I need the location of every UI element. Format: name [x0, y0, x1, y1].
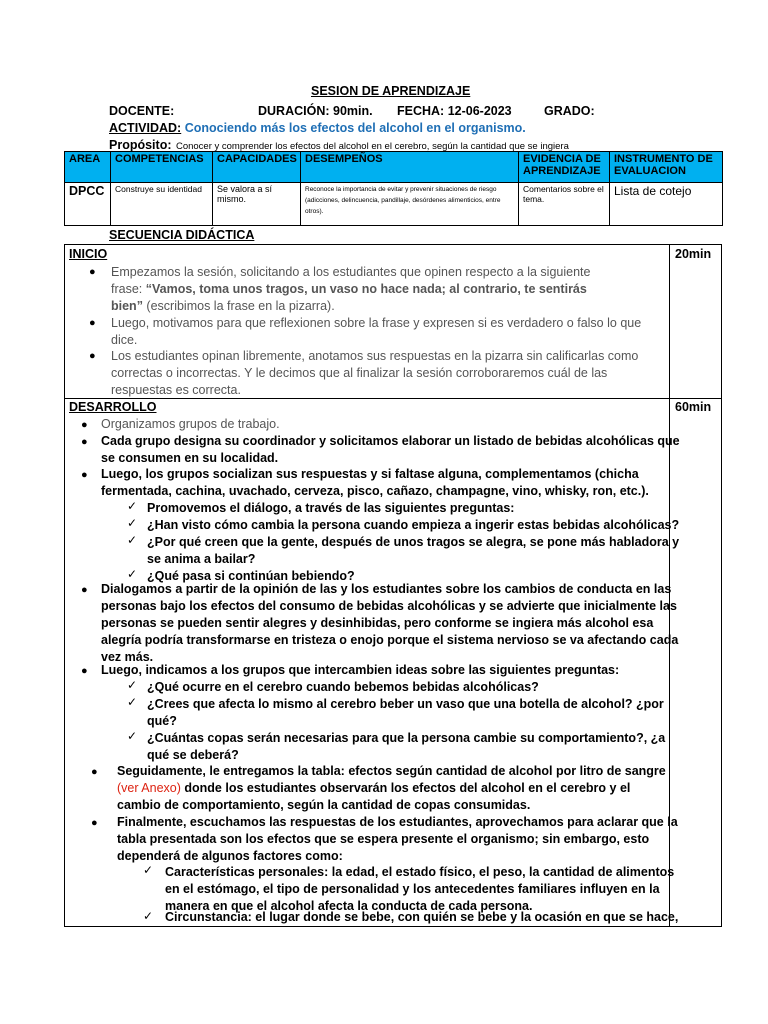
secuencia-title: SECUENCIA DIDÁCTICA	[109, 228, 255, 242]
checkmark-icon: ✓	[127, 729, 138, 743]
desarrollo-item-7-line-3: dependerá de algunos factores como:	[117, 849, 343, 863]
bullet-icon: ●	[81, 469, 88, 481]
cell-competencias: Construye su identidad	[111, 183, 213, 226]
question-6-line-2: qué?	[147, 714, 177, 728]
desarrollo-item-4-line-4: alegría podría transformarse en tristeza o enojo porque el sistema nervioso se va afectando cada	[101, 633, 679, 647]
inicio-item-3-line-2: correctas o incorrectas. Y le decimos que al finalizar la sesión corroboraremos cuál de las	[111, 366, 608, 380]
desarrollo-item-3-line-1: Luego, los grupos socializan sus respuestas y si faltase alguna, complementamos (chicha	[101, 467, 639, 481]
cell-evidencia: Comentarios sobre el tema.	[519, 183, 610, 226]
bullet-icon: ●	[89, 350, 96, 362]
checkmark-icon: ✓	[127, 695, 138, 709]
plan-table	[64, 151, 723, 226]
question-3-line-1: ¿Por qué creen que la gente, después de unos tragos se alegra, se pone más habladora y	[147, 535, 680, 549]
checkmark-icon: ✓	[127, 567, 138, 581]
desarrollo-item-4-line-2: personas bajo los efectos del consumo de bebidas alcohólicas y se advierte que inicialmente las	[101, 599, 677, 613]
question-3	[147, 534, 679, 568]
bullet-icon: ●	[81, 419, 88, 431]
desarrollo-item-2-line-2: se consumen en su localidad.	[101, 451, 279, 465]
col-capacidades: CAPACIDADES	[213, 152, 301, 183]
desarrollo-item-3-line-2: fermentada, cachina, uvachado, cerveza, pisco, cañazo, champagne, vino, whisky, ron, etc.).	[101, 484, 649, 498]
desarrollo-item-4-line-3: personas se pueden sentir alegres y desinhibidas, pero conforme se ingiera más alcohol esa	[101, 616, 654, 630]
inicio-item-3-line-1: Los estudiantes opinan libremente, anotamos sus respuestas en la pizarra sin calificarlas como	[111, 349, 639, 363]
cell-desempenos: Reconoce la importancia de evitar y prevenir situaciones de riesgo (adicciones, delincuencia, pandillaje, desórdenes alimenticios, entre otros).	[301, 183, 519, 226]
grado-label: GRADO:	[544, 104, 595, 118]
plan-table-header	[65, 152, 723, 183]
desarrollo-item-6-line-2-text: donde los estudiantes observarán los efectos del alcohol en el cerebro y el	[180, 781, 631, 795]
inicio-item-1	[111, 264, 590, 315]
bullet-icon: ●	[91, 766, 98, 778]
proposito-value: Conocer y comprender los efectos del alcohol en el cerebro, según la cantidad que se ingiera	[175, 141, 569, 152]
inicio-item-2-line-2: dice.	[111, 333, 138, 347]
col-desempenos: DESEMPEÑOS	[301, 152, 519, 183]
desarrollo-item-4-line-5: vez más.	[101, 650, 154, 664]
desarrollo-item-6-line-3: cambio de comportamiento, según la cantidad de copas consumidas.	[117, 798, 531, 812]
bullet-icon: ●	[81, 436, 88, 448]
desarrollo-item-1: Organizamos grupos de trabajo.	[101, 417, 280, 431]
desarrollo-item-7-line-2: tabla presentada son los efectos que se espera presente el organismo; sin embargo, esto	[117, 832, 650, 846]
cell-instrumento: Lista de cotejo	[610, 183, 723, 226]
col-instrumento: INSTRUMENTO DE EVALUACION	[610, 152, 723, 183]
question-5: ¿Qué ocurre en el cerebro cuando bebemos bebidas alcohólicas?	[147, 680, 539, 694]
checkmark-icon: ✓	[127, 533, 138, 547]
bullet-icon: ●	[81, 665, 88, 677]
desarrollo-item-7-line-1: Finalmente, escuchamos las respuestas de los estudiantes, aprovechamos para aclarar que la	[117, 815, 678, 829]
cell-area: DPCC	[65, 183, 111, 226]
desarrollo-item-5: Luego, indicamos a los grupos que intercambien ideas sobre las siguientes preguntas:	[101, 663, 620, 677]
plan-table-row	[65, 183, 723, 226]
question-6	[147, 696, 664, 730]
factor-1-line-3: manera en que el alcohol afecta la conducta de cada persona.	[165, 899, 533, 913]
inicio-time: 20min	[675, 247, 712, 261]
proposito-label: Propósito:	[109, 138, 172, 152]
question-4: ¿Qué pasa si continúan bebiendo?	[147, 569, 355, 583]
duracion-field: DURACIÓN: 90min.	[258, 104, 373, 118]
actividad-value: Conociendo más los efectos del alcohol en el organismo.	[184, 121, 526, 135]
anexo-link[interactable]: (ver Anexo)	[117, 781, 181, 795]
bullet-icon: ●	[89, 266, 96, 278]
frase-note: (escribimos la frase en la pizarra).	[142, 299, 335, 313]
desarrollo-time: 60min	[675, 400, 712, 414]
cell-capacidades: Se valora a sí mismo.	[213, 183, 301, 226]
inicio-item-3-line-3: respuestas es correcta.	[111, 383, 241, 397]
bullet-icon: ●	[81, 584, 88, 596]
factor-1-line-1: Características personales: la edad, el estado físico, el peso, la cantidad de alimentos	[165, 865, 675, 879]
frase-label: frase:	[111, 282, 146, 296]
bullet-icon: ●	[89, 317, 96, 329]
checkmark-icon: ✓	[127, 516, 138, 530]
fecha-field: FECHA: 12-06-2023	[397, 104, 512, 118]
desarrollo-item-4-line-1: Dialogamos a partir de la opinión de las y los estudiantes sobre los cambios de conducta en las	[101, 582, 672, 596]
inicio-title: INICIO	[69, 247, 108, 261]
checkmark-icon: ✓	[143, 863, 154, 877]
question-1: Promovemos el diálogo, a través de las siguientes preguntas:	[147, 501, 515, 515]
desarrollo-item-4	[101, 581, 678, 666]
desarrollo-item-6-line-2	[117, 780, 666, 797]
desarrollo-item-6-line-1: Seguidamente, le entregamos la tabla: efectos según cantidad de alcohol por litro de sangre	[117, 764, 666, 778]
desarrollo-item-2	[101, 433, 680, 467]
inicio-item-3	[111, 348, 638, 399]
factor-2: Circunstancia: el lugar donde se bebe, con quién se bebe y la ocasión en que se hace,	[165, 910, 679, 924]
question-7-line-1: ¿Cuántas copas serán necesarias para que la persona cambie su comportamiento?, ¿a	[147, 731, 666, 745]
question-7	[147, 730, 665, 764]
inicio-item-1-line-3	[111, 298, 590, 315]
frase-quote-end: bien”	[111, 299, 143, 313]
col-area: AREA	[65, 152, 111, 183]
question-7-line-2: qué se deberá?	[147, 748, 239, 762]
question-6-line-1: ¿Crees que afecta lo mismo al cerebro beber un vaso que una botella de alcohol? ¿por	[147, 697, 664, 711]
desarrollo-item-6	[117, 763, 666, 814]
desarrollo-item-3	[101, 466, 649, 500]
desarrollo-item-7	[117, 814, 678, 865]
actividad-label: ACTIVIDAD:	[109, 121, 182, 135]
checkmark-icon: ✓	[143, 909, 154, 923]
inicio-item-2-line-1: Luego, motivamos para que reflexionen sobre la frase y expresen si es verdadero o falso lo que	[111, 316, 642, 330]
inicio-item-2	[111, 315, 641, 349]
inicio-item-1-line-2	[111, 281, 590, 298]
inicio-item-1-line-1: Empezamos la sesión, solicitando a los estudiantes que opinen respecto a la siguiente	[111, 265, 591, 279]
col-competencias: COMPETENCIAS	[111, 152, 213, 183]
checkmark-icon: ✓	[127, 678, 138, 692]
factor-1	[165, 864, 674, 915]
question-2: ¿Han visto cómo cambia la persona cuando empieza a ingerir estas bebidas alcohólicas?	[147, 518, 680, 532]
bullet-icon: ●	[91, 817, 98, 829]
actividad-line	[109, 121, 526, 135]
factor-1-line-2: en el estómago, el tipo de personalidad y los antecedentes familiares influyen en la	[165, 882, 660, 896]
desarrollo-item-2-line-1: Cada grupo designa su coordinador y solicitamos elaborar un listado de bebidas alcohólicas que	[101, 434, 680, 448]
checkmark-icon: ✓	[127, 499, 138, 513]
desarrollo-title: DESARROLLO	[69, 400, 157, 414]
col-evidencia: EVIDENCIA DE APRENDIZAJE	[519, 152, 610, 183]
secuencia-table	[64, 244, 722, 927]
page-title: SESION DE APRENDIZAJE	[311, 84, 471, 98]
frase-quote: “Vamos, toma unos tragos, un vaso no hace nada; al contrario, te sentirás	[145, 282, 587, 296]
docente-label: DOCENTE:	[109, 104, 175, 118]
question-3-line-2: se anima a bailar?	[147, 552, 256, 566]
